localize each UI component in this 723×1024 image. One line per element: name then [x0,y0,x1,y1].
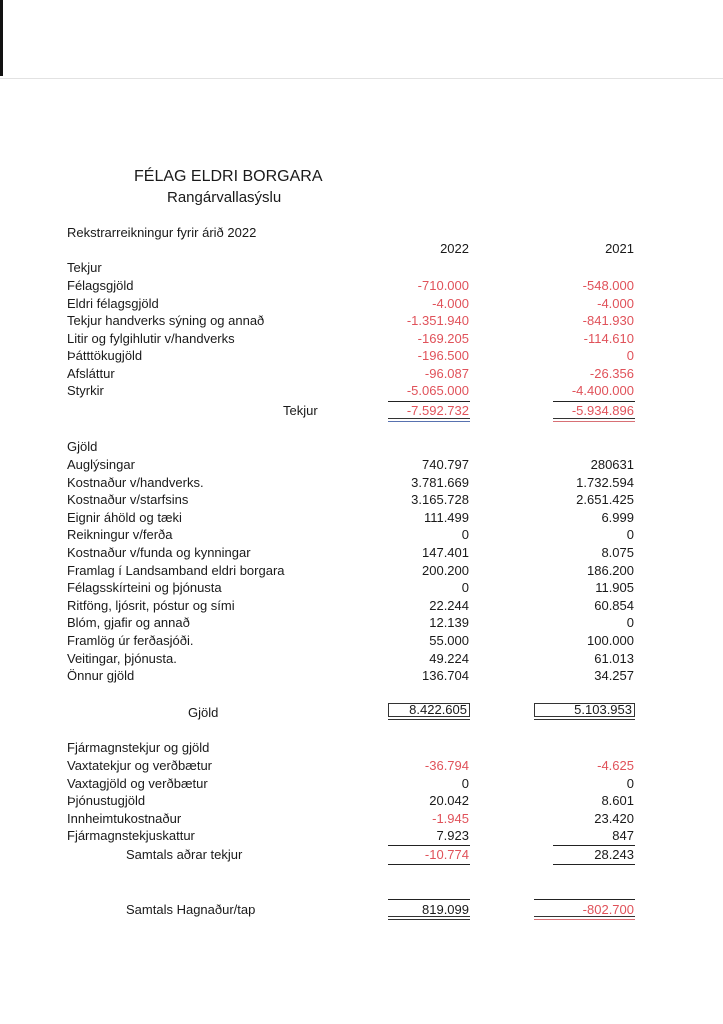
row-label: Auglýsingar [67,457,135,472]
expenses-double-line-2022 [388,716,470,720]
value-2021: -841.930 [582,313,634,328]
expenses-double-line-2021 [534,716,635,720]
value-2022: 12.139 [429,615,469,631]
table-row [0,330,723,347]
income-total-label: Tekjur [283,403,318,418]
row-label: Fjármagnstekjuskattur [67,828,195,843]
row-label: Innheimtukostnaður [67,810,182,826]
table-row [0,544,723,561]
value-2021: 1.732.594 [576,474,634,490]
value-2021: 186.200 [587,562,634,578]
value-2021: 34.257 [594,668,634,684]
expenses-total-row [0,703,723,717]
result-2021: -802.700 [582,902,634,917]
row-label: Þátttökugjöld [67,348,143,363]
table-row [0,526,723,543]
value-2021: 11.905 [595,580,634,596]
finance-heading: Fjármagnstekjur og gjöld [67,740,210,755]
table-row [0,382,723,399]
result-double-line-2021 [534,916,635,920]
result-double-line-2022 [388,916,470,920]
value-2021: -548.000 [582,278,634,293]
value-2022: 200.200 [422,562,469,578]
row-label: Kostnaður v/starfsins [67,492,189,508]
expenses-total-2022: 8.422.605 [409,702,467,717]
row-label: Félagsskírteini og þjónusta [67,580,222,596]
value-2022: 740.797 [422,457,469,472]
value-2021: 0 [626,775,634,791]
table-row [0,775,723,792]
income-total-2022: -7.592.732 [406,403,469,418]
row-label: Vaxtatekjur og verðbætur [67,758,212,773]
value-2021: 280631 [590,457,634,472]
income-total-row [0,402,723,419]
value-2022: 20.042 [429,793,469,808]
table-row [0,632,723,649]
value-2022: 147.401 [422,545,469,560]
value-2021: 6.999 [601,509,634,525]
value-2022: -196.500 [417,348,469,363]
expenses-total-label: Gjöld [188,705,219,720]
value-2022: -710.000 [417,278,469,293]
row-label: Tekjur handverks sýning og annað [67,313,265,328]
row-label: Kostnaður v/handverks. [67,474,204,490]
organization-subtitle: Rangárvallasýslu [167,189,282,206]
row-label: Blóm, gjafir og annað [67,615,190,631]
row-label: Þjónustugjöld [67,793,146,808]
result-top-line-2022 [388,899,470,900]
scan-top-band [0,0,723,79]
row-label: Styrkir [67,383,104,398]
value-2022: -4.000 [432,295,469,311]
row-label: Ritföng, ljósrit, póstur og sími [67,597,235,613]
value-2021: -4.625 [597,758,634,773]
value-2022: 22.244 [429,597,469,613]
finance-total-label: Samtals aðrar tekjur [126,847,243,862]
value-2021: 847 [612,828,634,843]
table-row [0,650,723,667]
table-row [0,792,723,809]
table-row [0,491,723,508]
value-2022: -1.351.940 [406,313,469,328]
income-double-line-2021 [553,418,635,422]
row-label: Veitingar, þjónusta. [67,650,177,666]
table-row [0,456,723,473]
value-2021: -4.000 [597,295,634,311]
finance-total-underline-2021 [553,864,635,865]
table-row [0,614,723,631]
column-header-2022: 2022 [440,241,469,256]
value-2021: 23.420 [594,810,634,826]
expenses-total-2021: 5.103.953 [574,702,632,717]
row-label: Vaxtagjöld og verðbætur [67,775,208,791]
row-label: Félagsgjöld [67,278,134,293]
value-2022: -5.065.000 [406,383,469,398]
table-row [0,474,723,491]
row-label: Eignir áhöld og tæki [67,509,182,525]
finance-total-2021: 28.243 [594,847,634,862]
value-2022: 0 [461,527,469,543]
value-2021: 100.000 [587,633,634,648]
table-row [0,757,723,774]
row-label: Reikningur v/ferða [67,527,173,543]
table-row [0,597,723,614]
value-2022: -36.794 [424,758,469,773]
row-label: Litir og fylgihlutir v/handverks [67,330,235,346]
table-row [0,312,723,329]
value-2022: 0 [461,580,469,596]
value-2022: 111.499 [423,509,469,525]
result-top-line-2021 [534,899,635,900]
value-2021: 8.075 [601,545,634,560]
table-row [0,827,723,844]
row-label: Önnur gjöld [67,668,135,684]
table-row [0,365,723,382]
value-2022: 3.781.669 [411,474,469,490]
finance-total-underline-2022 [388,864,470,865]
value-2021: 2.651.425 [576,492,634,508]
table-row [0,509,723,526]
row-label: Eldri félagsgjöld [67,295,159,311]
organization-title: FÉLAG ELDRI BORGARA [134,168,323,185]
income-double-line-2022 [388,418,470,422]
table-row [0,277,723,294]
finance-total-2022: -10.774 [424,847,469,862]
value-2021: -26.356 [589,365,634,381]
table-row [0,667,723,684]
report-heading: Rekstrarreikningur fyrir árið 2022 [67,225,257,240]
row-label: Kostnaður v/funda og kynningar [67,545,251,560]
value-2022: -96.087 [424,365,469,381]
scan-edge-mark [0,0,3,76]
income-total-2021: -5.934.896 [571,403,634,418]
expenses-heading: Gjöld [67,439,98,454]
value-2021: 61.013 [594,650,634,666]
value-2022: 3.165.728 [411,492,469,508]
row-label: Framlag í Landsamband eldri borgara [67,562,285,578]
value-2021: 8.601 [601,793,634,808]
value-2021: -4.400.000 [571,383,634,398]
value-2022: 136.704 [422,668,469,684]
value-2021: 0 [626,527,634,543]
value-2022: -169.205 [417,330,469,346]
table-row [0,810,723,827]
row-label: Framlög úr ferðasjóði. [67,633,194,648]
income-heading: Tekjur [67,260,102,275]
column-header-2021: 2021 [605,241,634,256]
value-2021: 60.854 [594,597,634,613]
value-2021: 0 [626,348,634,363]
value-2022: -1.945 [432,810,469,826]
value-2021: -114.610 [583,330,634,346]
table-row [0,295,723,312]
finance-total-row [0,846,723,863]
value-2022: 49.224 [429,650,469,666]
table-row [0,562,723,579]
result-label: Samtals Hagnaður/tap [126,902,256,917]
result-2022: 819.099 [422,902,469,917]
table-row [0,579,723,596]
value-2022: 55.000 [429,633,469,648]
value-2022: 7.923 [436,828,469,843]
row-label: Afsláttur [67,365,115,381]
value-2021: 0 [626,615,634,631]
value-2022: 0 [461,775,469,791]
table-row [0,347,723,364]
